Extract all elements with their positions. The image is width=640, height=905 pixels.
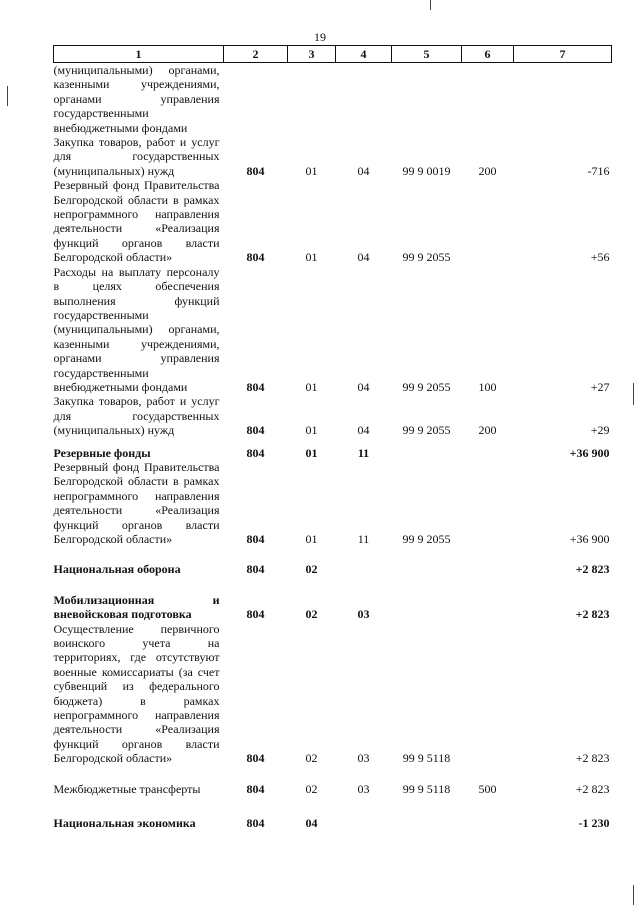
row-code: 804 (246, 816, 265, 831)
row-expense-type (462, 178, 514, 264)
table-row (54, 460, 612, 546)
row-code: 804 (246, 445, 265, 460)
row-expense-type (462, 622, 514, 766)
row-expense-type (462, 577, 514, 622)
row-amount: +2 823 (575, 607, 610, 622)
row-target-article: 99 9 2055 (402, 532, 451, 546)
row-description: Осуществление первичного воинского учета на территориях, где отсутствуют военные комиссариаты (за счет субвенций из федерального бюджета) в рамках непрограммного направления деятельности «Реализация функций органов власти Белгородской области» (53, 621, 220, 766)
row-section (288, 63, 336, 136)
row-amount: +36 900 (569, 445, 610, 460)
table-row (54, 178, 612, 264)
row-amount (514, 63, 612, 136)
row-description: Межбюджетные трансферты (53, 781, 201, 796)
row-expense-type (462, 460, 514, 546)
row-subsection: 04 (357, 250, 370, 265)
row-description: Закупка товаров, работ и услуг для государственных (муниципальных) нужд (53, 135, 220, 178)
row-subsection: 03 (357, 607, 370, 622)
row-amount: +2 823 (575, 751, 610, 766)
row-description: Резервные фонды (53, 445, 151, 460)
row-expense-type: 200 (478, 163, 497, 178)
row-target-article: 99 9 5118 (402, 751, 451, 766)
table-row (54, 577, 612, 622)
row-code (224, 63, 288, 136)
row-code: 804 (246, 163, 265, 178)
row-amount: +56 (590, 250, 610, 265)
row-subsection (336, 63, 392, 136)
row-code: 804 (246, 751, 265, 766)
row-description: Расходы на выплату персоналу в целях обеспечения выполнения функций государственными (муниципальными) органами, казенными учреждениями, органами управления государственными внебюджетными фондами (53, 264, 220, 394)
column-header: 4 (336, 46, 392, 63)
row-target-article: 99 9 0019 (402, 163, 451, 178)
row-amount: +27 (590, 379, 610, 394)
table-row (54, 546, 612, 576)
row-subsection: 04 (357, 423, 370, 438)
row-target-article: 99 9 2055 (402, 250, 451, 265)
column-header: 2 (224, 46, 288, 63)
row-section: 01 (305, 445, 318, 460)
row-code: 804 (246, 379, 265, 394)
row-code: 804 (246, 532, 265, 546)
table-row (54, 622, 612, 766)
row-description: Национальная оборона (53, 562, 181, 577)
row-target-article (392, 438, 462, 460)
row-expense-type: 500 (478, 781, 497, 796)
row-target-article (392, 796, 462, 830)
table-row (54, 438, 612, 460)
table-row (54, 63, 612, 136)
row-amount: -716 (587, 163, 610, 178)
row-code: 804 (246, 250, 265, 265)
row-description: Мобилизационная и вневойсковая подготовка (53, 592, 220, 622)
row-subsection: 11 (357, 445, 370, 460)
row-section: 01 (305, 250, 318, 265)
column-header: 1 (54, 46, 224, 63)
row-subsection: 11 (357, 532, 370, 546)
scan-mark-bottom (633, 885, 634, 905)
row-section: 01 (305, 532, 318, 546)
budget-table (53, 45, 612, 831)
row-code: 804 (246, 562, 265, 577)
row-expense-type (462, 546, 514, 576)
scan-mark-right-top (430, 0, 431, 10)
row-section: 02 (305, 781, 318, 796)
row-expense-type: 200 (478, 423, 497, 438)
row-target-article: 99 9 5118 (402, 781, 451, 796)
row-description: (муниципальными) органами, казенными учреждениями, органами управления государственными внебюджетными фондами (53, 63, 220, 135)
row-subsection: 03 (357, 781, 370, 796)
row-target-article (392, 63, 462, 136)
row-description: Национальная экономика (53, 816, 196, 831)
row-section: 01 (305, 163, 318, 178)
row-section: 02 (305, 562, 318, 577)
column-header: 6 (462, 46, 514, 63)
row-section: 01 (305, 379, 318, 394)
row-target-article: 99 9 2055 (402, 423, 451, 438)
row-subsection (336, 546, 392, 576)
table-row (54, 766, 612, 796)
page-number: 19 (314, 30, 326, 44)
row-expense-type (462, 438, 514, 460)
column-header: 7 (514, 46, 612, 63)
row-amount: +2 823 (575, 562, 610, 577)
row-amount: +36 900 (569, 532, 610, 546)
row-expense-type (462, 796, 514, 830)
row-subsection: 04 (357, 379, 370, 394)
row-code: 804 (246, 607, 265, 622)
table-header-row (54, 46, 612, 63)
row-subsection: 04 (357, 163, 370, 178)
column-header: 5 (392, 46, 462, 63)
table-row (54, 265, 612, 395)
scan-mark-left (7, 86, 8, 106)
row-target-article (392, 546, 462, 576)
row-subsection: 03 (357, 751, 370, 766)
row-code: 804 (246, 423, 265, 438)
row-section: 02 (305, 607, 318, 622)
row-target-article (392, 577, 462, 622)
row-section: 04 (305, 816, 318, 831)
table-row (54, 394, 612, 437)
column-header: 3 (288, 46, 336, 63)
row-description: Резервный фонд Правительства Белгородской области в рамках непрограммного направления деятельности «Реализация функций органов власти Белгородской области» (53, 178, 220, 265)
table-row (54, 135, 612, 178)
scan-mark-right (633, 383, 634, 405)
row-amount: +29 (590, 423, 610, 438)
row-amount: -1 230 (578, 816, 610, 831)
row-description: Резервный фонд Правительства Белгородской области в рамках непрограммного направления деятельности «Реализация функций органов власти Белгородской области» (53, 459, 220, 546)
table-row (54, 796, 612, 830)
row-amount: +2 823 (575, 781, 610, 796)
row-code: 804 (246, 781, 265, 796)
row-description: Закупка товаров, работ и услуг для государственных (муниципальных) нужд (53, 394, 220, 438)
row-subsection (336, 796, 392, 830)
row-target-article: 99 9 2055 (402, 379, 451, 394)
row-section: 02 (305, 751, 318, 766)
row-expense-type (462, 63, 514, 136)
row-section: 01 (305, 423, 318, 438)
row-expense-type: 100 (478, 379, 497, 394)
